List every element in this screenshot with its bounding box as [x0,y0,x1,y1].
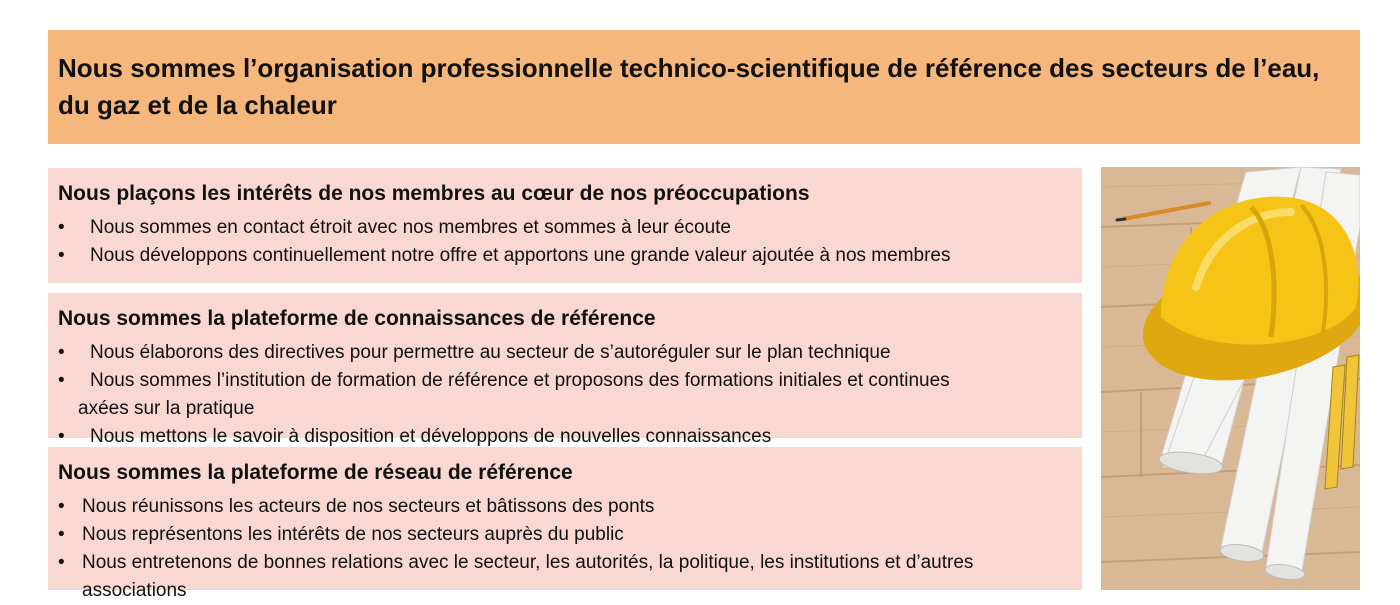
bullet-list [58,339,1070,451]
list-item: • Nous mettons le savoir à disposition et développons de nouvelles connaissances [58,423,1070,451]
section-title: Nous plaçons les intérêts de nos membres au cœur de nos préoccupations [58,182,810,205]
list-item: • Nous représentons les intérêts de nos secteurs auprès du public [58,521,1070,549]
bullet-icon: • [58,342,65,363]
section-knowledge [48,293,1082,447]
bullet-icon: • [58,524,65,545]
list-item: • Nous développons continuellement notre offre et apportons une grande valeur ajoutée à nos membres [58,242,1070,270]
section-title: Nous sommes la plateforme de connaissances de référence [58,307,656,330]
bullet-icon: • [58,370,65,391]
bullet-list [58,493,1070,605]
section-title: Nous sommes la plateforme de réseau de référence [58,461,573,484]
bullet-icon: • [58,426,65,447]
list-item: • Nous réunissons les acteurs de nos secteurs et bâtissons des ponts [58,493,1070,521]
bullet-icon: • [58,496,65,517]
bullet-icon: • [58,245,65,266]
bullet-list [58,214,1070,270]
section-network [48,447,1082,601]
list-item: • Nous sommes en contact étroit avec nos membres et sommes à leur écoute [58,214,1070,242]
header-banner [48,30,1360,144]
list-item-continuation: axées sur la pratique [78,398,255,419]
list-item: • Nous sommes l’institution de formation de référence et proposons des formations initiales et continues axées sur la pratique [58,367,1070,423]
bullet-icon: • [58,552,65,573]
section-members [48,168,1082,283]
list-item: • Nous entretenons de bonnes relations avec le secteur, les autorités, la politique, les institutions et d’autres associations [58,549,1070,605]
hard-hat-photo [1101,167,1360,590]
list-item: • Nous élaborons des directives pour permettre au secteur de s’autoréguler sur le plan technique [58,339,1070,367]
bullet-icon: • [58,217,65,238]
page-title: Nous sommes l’organisation professionnelle technico-scientifique de référence des secteurs de l’eau, du gaz et de la chaleur [58,53,1320,120]
hard-hat-blueprints-icon [1101,167,1360,590]
